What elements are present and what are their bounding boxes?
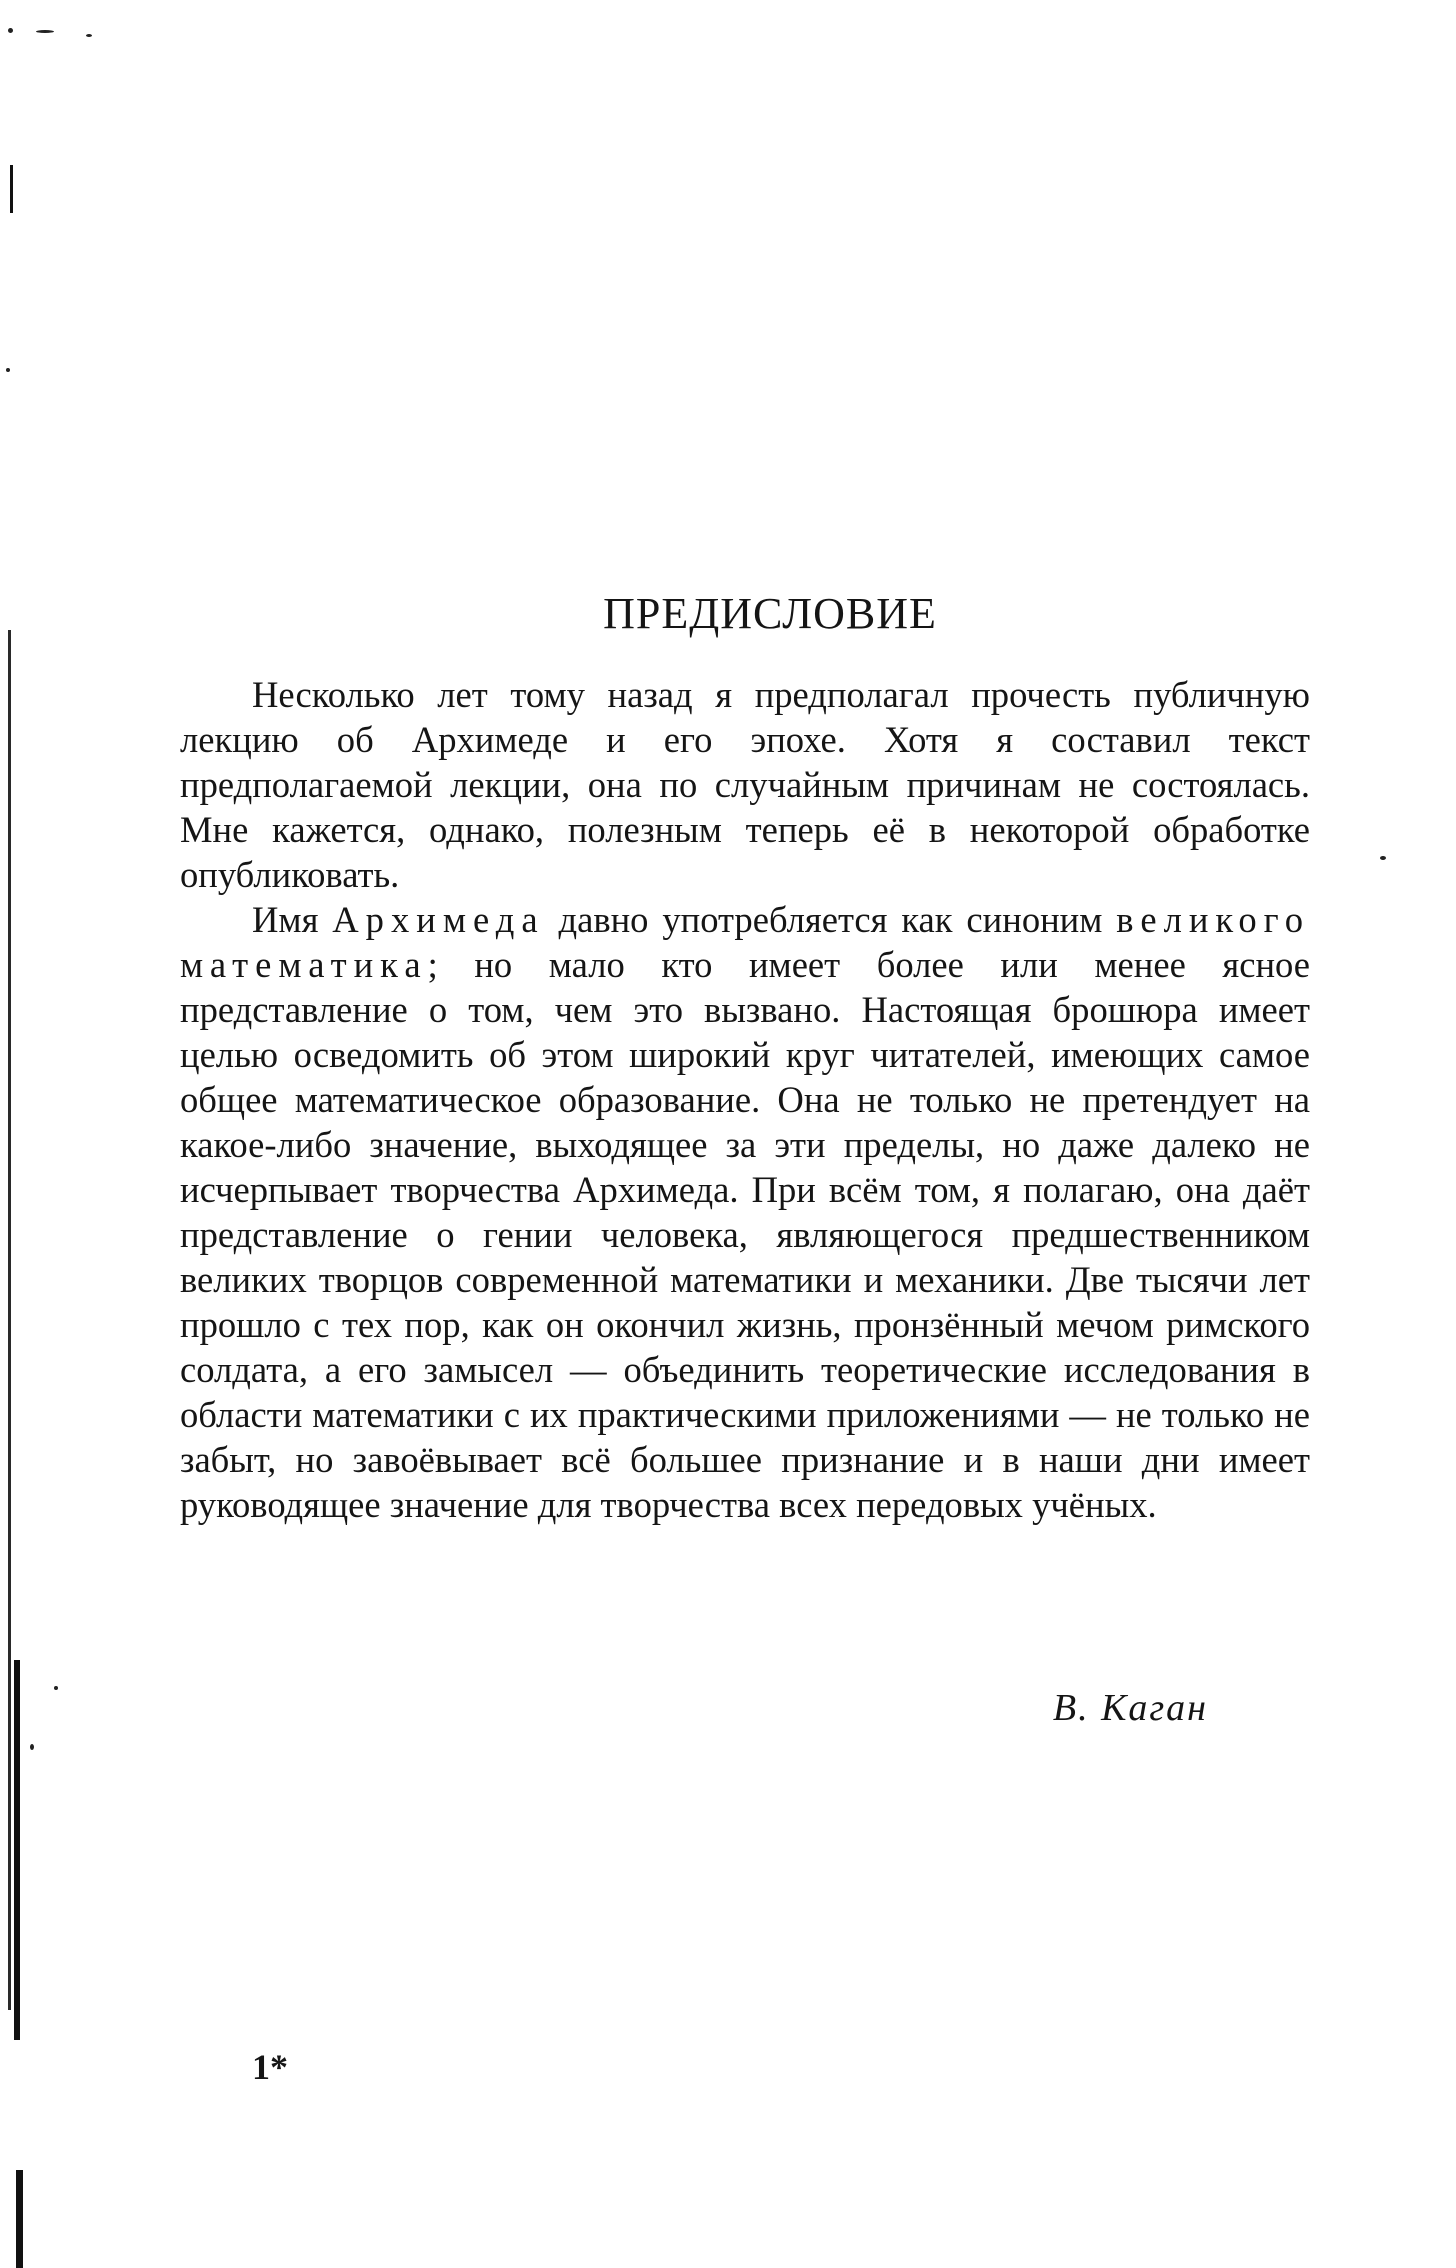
paragraph-main-end: ; но мало кто имеет более или менее ясное представление о том, чем это вызвано. Настоящая брошюра имеет целью осведомить об этом широкий круг читателей, имеющих самое общее математическое образование. Она не только не претендует на какое-либо значение, выходящее за эти пределы, но даже далеко не исчерпывает творчества Архимеда. При всём том, я полагаю, она даёт представление о гении человека, являющегося предшественником великих творцов современной математики и механики. Две тысячи лет прошло с тех пор, как он окончил жизнь, пронзённый мечом римского солдата, а его замысел — объединить теоретические исследования в области математики с их практическими приложениями — не только не забыт, но завоёвывает всё большее признание и в наши дни имеет руководящее значение для творчества всех передовых учёных. (180, 944, 1310, 1525)
scan-edge-mark (10, 165, 13, 213)
scan-edge-mark (16, 2170, 23, 2268)
scan-speck (86, 34, 92, 37)
scan-speck (30, 1744, 34, 1750)
author-signature (0, 1686, 1208, 1730)
scan-speck (6, 368, 10, 372)
scan-speck (8, 28, 13, 33)
page-title: ПРЕДИСЛОВИЕ (603, 589, 937, 638)
paragraph-main (180, 897, 1310, 1527)
scan-speck (36, 30, 54, 33)
page-signature-mark: 1* (252, 2047, 288, 2087)
preface-body (180, 672, 1310, 1527)
author-signature-text: В. Каган (1052, 1687, 1208, 1729)
scan-speck (1380, 856, 1386, 860)
great-mathematician-phrase: великого математика (180, 899, 1310, 985)
paragraph-main-mid: давно употребляется как синоним (544, 899, 1117, 940)
paragraph-main-start: Имя (252, 899, 333, 940)
scan-edge-mark (8, 630, 11, 2010)
archimedes-name: Архимеда (332, 899, 545, 940)
paragraph-intro: Несколько лет тому назад я предполагал прочесть публичную лекцию об Архимеде и его эпохе. Хотя я составил текст предполагаемой лекции, она по случайным причинам не состоялась. Мне кажется, однако, полезным теперь её в некоторой обработке опубликовать. (180, 674, 1310, 895)
